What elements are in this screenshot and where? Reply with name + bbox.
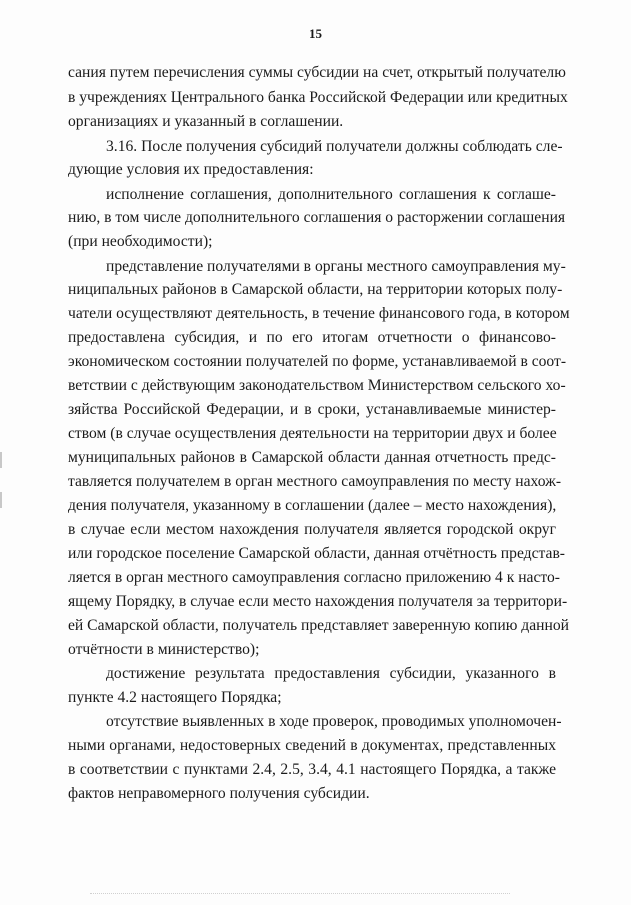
scan-artifact (90, 893, 510, 896)
text-line: нию, в том числе дополнительного соглашения о расторжении соглашения (68, 209, 566, 226)
text-line: (при необходимости); (68, 233, 213, 250)
text-line: муниципальных районов в Самарской области данная отчетность предс- (68, 449, 556, 466)
text-line: экономическом состоянии получателей по форме, устанавливаемой в соот- (68, 353, 567, 370)
text-line: представление получателями в органы местного самоуправления му- (106, 258, 566, 275)
text-line: организациях и указанный в соглашении. (68, 113, 344, 130)
text-line: или городское поселение Самарской области, данная отчётность представ- (68, 545, 566, 562)
text-line: в соответствии с пунктами 2.4, 2.5, 3.4, 4.1 настоящего Порядка, а также (68, 761, 556, 778)
text-line: ниципальных районов в Самарской области, на территории которых полу- (68, 281, 563, 298)
text-line: достижение результата предоставления субсидии, указанного в (106, 665, 556, 682)
text-line: ством (в случае осуществления деятельности на территории двух и более (68, 425, 557, 442)
scan-artifact (0, 452, 2, 468)
text-line: в случае если местом нахождения получателя является городской округ (68, 521, 556, 538)
text-line: отсутствие выявленных в ходе проверок, проводимых уполномочен- (106, 713, 562, 730)
text-line: сания путем перечисления суммы субсидии на счет, открытый получателю (68, 64, 566, 81)
text-line: тавляется получателем в орган местного самоуправления по месту нахож- (68, 473, 562, 490)
text-line: фактов неправомерного получения субсидии. (68, 785, 370, 802)
text-line: ляется в орган местного самоуправления согласно приложению 4 к насто- (68, 569, 560, 586)
text-line: ей Самарской области, получатель представляет заверенную копию данной (68, 617, 569, 634)
text-line: 3.16. После получения субсидий получатели должны соблюдать сле- (106, 138, 563, 155)
text-line: отчётности в министерство); (68, 641, 260, 658)
text-line: ящему Порядку, в случае если место нахождения получателя за территори- (68, 593, 568, 610)
text-line: предоставлена субсидия, и по его итогам отчетности о финансово- (68, 329, 556, 346)
text-line: ветствии с действующим законодательством Министерством сельского хо- (68, 377, 566, 394)
text-line: исполнение соглашения, дополнительного соглашения к соглаше- (106, 186, 556, 203)
text-line: дения получателя, указанному в соглашении (далее – место нахождения), (68, 497, 557, 514)
scan-artifact (0, 492, 2, 508)
text-line: чатели осуществляют деятельность, в течение финансового года, в котором (68, 305, 570, 322)
text-line: зяйства Российской Федерации, и в сроки, устанавливаемые министер- (68, 401, 556, 418)
page-number: 15 (309, 26, 322, 41)
text-line: ными органами, недостоверных сведений в документах, представленных (68, 737, 556, 754)
text-line: в учреждениях Центрального банка Российской Федерации или кредитных (68, 89, 568, 106)
text-line: дующие условия их предоставления: (68, 161, 314, 178)
text-line: пункте 4.2 настоящего Порядка; (68, 689, 282, 706)
